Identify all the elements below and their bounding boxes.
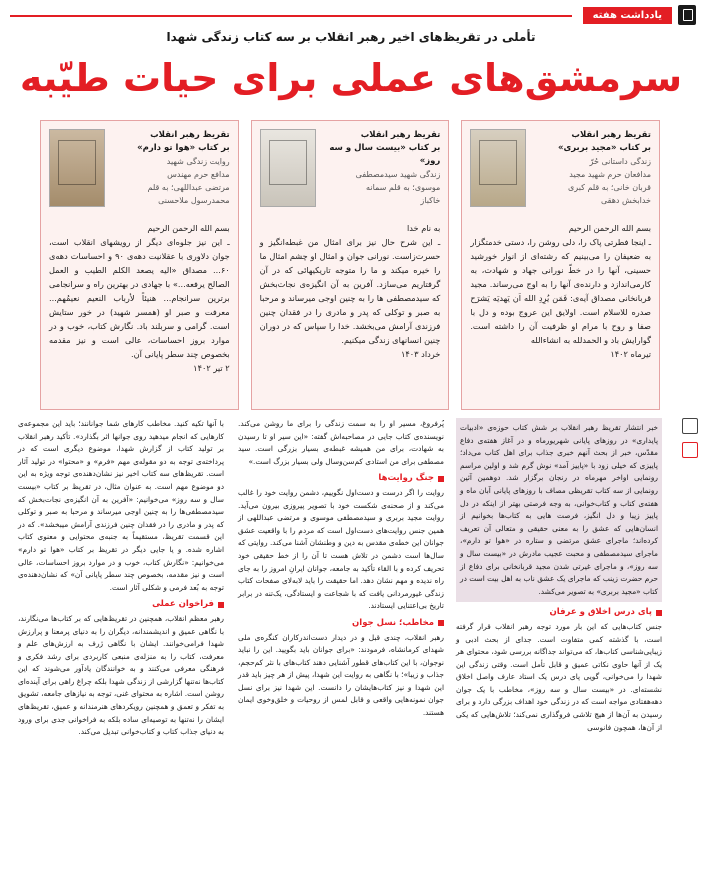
book-card-meta — [111, 129, 230, 215]
article-paragraph: جنس کتاب‌هایی که این بار مورد توجه رهبر انقلاب قرار گرفته است، با گذشته کمی متفاوت است. جدای از بحث ادبی و زیبایی‌شناسی کتاب‌ها، که می‌تواند جداگانه بررسی شود، محتوای هر یک از آنها حاوی نکاتی عمیق و قابل تأمل است. وقتی زندگی این شهدا را می‌خوانی، گویی پای درس یک استاد عارف واصل اخلاق نشسته‌ای. در «بیست سال و سه روز»، مخاطب با یک جوان دهه‌هفتادی مواجه است که در زندگی خود اهداف بزرگی دارد و برای رسیدن به آن‌ها از هیچ تلاشی فروگذاری نمی‌کند؛ تلاش‌هایی که یکی از آن‌ها، همچون فانوسی — [456, 621, 662, 732]
article-column-right — [456, 418, 662, 734]
subheading — [456, 606, 662, 619]
book-card-hava-to-daram — [40, 120, 239, 410]
card-meta-book: بر کتاب «مجید بربری» — [557, 143, 651, 153]
card-meta-line: خاکباز — [420, 196, 441, 205]
card-meta-line: زندگی داستانی حُرّ — [589, 157, 651, 166]
article-column-left — [18, 418, 224, 739]
bullet-icon — [218, 602, 224, 608]
subheading-text: مخاطب؛ نسل جوان — [352, 617, 434, 628]
card-meta-title: تقریظ رهبر انقلاب — [360, 130, 441, 140]
article-paragraph: رهبر معظم انقلاب، همچنین در تقریظ‌هایی که بر کتاب‌ها می‌نگارند، با نگاهی عمیق و اندیشمندانه، دیگران را به دنیای پرمعنا و پرارزش شهدا فرامی‌خوانند. ایشان با نگاهی ژرف به ارزش‌های علم و معرفت، کتاب را به منزله‌ی منبعی کاربردی برای رشد فکری و فرهنگی معرفی می‌کنند و به خوانندگان یادآور می‌شوند که این کتاب‌ها نه‌تنها گزارشی از زندگی شهدا بلکه چراغ راهی برای آینده‌ای روشن است. اشاره به محتوای غنی، توجه به نیازهای جامعه، تشویق به تفکر و تعمق و همچنین رویکردهای هنرمندانه و عمیق، تقریظ‌های ایشان را نه‌تنها به توصیه‌ای ساده بلکه به فراخوانی جدی برای ورود به دنیای جذاب کتاب و کتاب‌خوانی تبدیل می‌کند. — [18, 613, 224, 737]
article-body — [18, 418, 684, 878]
subheading-text: پای درس اخلاق و عرفان — [549, 607, 652, 618]
card-quote — [470, 221, 651, 361]
subheading-text: فراخوان عملی — [152, 599, 214, 610]
card-meta-book: بر کتاب «بیست سال و سه روز» — [329, 143, 441, 166]
book-card-meta — [532, 129, 651, 215]
card-quote-opening: به نام خدا — [406, 223, 441, 233]
intro-highlight-box — [456, 418, 662, 602]
book-card-majid — [461, 120, 660, 410]
book-card-bist-sal — [251, 120, 450, 410]
subheading — [238, 617, 444, 630]
article-paragraph: پُرفروغ، مسیر او را به سمت زندگی را برای ما روشن می‌کند. نویسنده‌ی کتاب جایی در مصاحبه‌اش گفته: «این سیر او تا رسیدن به شهادت، برای من همیشه غبطه‌ی بسیار بزرگی است. سید مصطفی برای من استادی کم‌سن‌وسال ولی بسیار بزرگ است.» — [238, 419, 444, 466]
book-card-meta — [322, 129, 441, 215]
bookmark-icon[interactable] — [678, 5, 696, 25]
article-paragraph: خبر انتشار تقریظ رهبر انقلاب بر شش کتاب حوزه‌ی «ادبیات پایداری» در روزهای پایانی شهریورماه و در آغاز هفته‌ی دفاع مقدّس، خبر از بحث آنهم خبری جذاب برای اهل کتاب می‌داد؛ پاییزی که خیلی زود با «پاییز آمد» نوش گرم شد و اولین مراسم رونمایی اواخر مهرماه در رنجان برگزار شد. دوهمین آئین رونمایی از سه کتاب تقریظی مصاف با روزهای پایانی آبان ماه و هفته‌ی کتاب و کتاب‌خوانی، به وجه فرصتی بهتر از اینکه در دل پاییز زیبا و دل انگیز، فرصت هایی به کتاب‌ها بخوانیم از انسان‌هایی که عشق را به معنی حقیقی و متعالی آن تعریف کرده‌اند؛ ماجرای عشق مرتضی و ستاره در «هوا تو دارم»، ماجرای سیدمصطفی و محبت عجیب مادرش در «بیست سال و سه روز»، و ماجرای غیرتی شدن مجید قربانخانی برای دفاع از حرم حضرت زینب که ماجرای یک عشق ناب به اهل بیت است در کتاب «مجید بربری» به تصویر می‌کشد. — [460, 423, 658, 596]
card-meta-line: زندگی شهید سیدمصطفی — [355, 170, 441, 179]
card-quote-body: ـ این شرح حال نیز برای امثال من غبطه‌انگیز و حسرت‌زاست. نورانی جوان و امثال او چشم امثال ما را خیره میکند و ما را متوجه تاریکیهائی که در آن گرفتاریم می‌سازد. آفرین به آن انگیزه‌ی نجات‌بخش که سیدمصطفی ها را به چنین اوجی میرساند و مرحبا به صبر و توکلی که پدر و مادری را در فقدان چنین فرزندی آرامش می‌بخشد. خدا را سپاس که در دوران چنین انسانهای زندگی میکنیم. — [259, 237, 441, 345]
subheading-text: جنگ روایت‌ها — [378, 473, 434, 484]
bullet-icon — [438, 476, 444, 482]
card-meta-book: بر کتاب «هوا تو دارم» — [137, 143, 230, 153]
card-meta-line: خدابخش دهقی — [601, 196, 651, 205]
page-title: سرمشق‌های عملی برای حیات طیّبه — [19, 56, 683, 100]
card-meta-line: مرتضی عبداللهی؛ به قلم — [147, 183, 230, 192]
print-icon[interactable] — [682, 418, 698, 434]
bullet-icon — [438, 620, 444, 626]
article-paragraph: روایت را اگر درست و دست‌اول نگوییم، دشمن روایت خود را غالب می‌کند و از صحنه‌ی شکست خود با تصویر پیروزی بیرون می‌آید. روایت مجید بربری و سیدمصطفی موسوی و مرتضی عبداللهی از همین جنس روایت‌های دست‌اول است که مردم را با واقعیت عشق جوانان این خطه‌ی مقدس به دین و وطنشان آشنا می‌کند. روایتی که سال‌ها است دشمن در تلاش هست تا آن را از خط حقیقی خود تحریف کرده و با القاء تأکید به جامعه، جوانان ایرانِ امروز را به جای راه ندیده و مهم نشان دهد. اما حقیقت را باید لابه‌لای صفحات کتاب زندگی غیورمردانی یافت که با شجاعت و ایستادگی، یک‌تنه در برابر تاریخ بی‌اعتنایی ایستادند. — [238, 487, 444, 611]
card-meta-title: تقریظ رهبر انقلاب — [571, 130, 651, 140]
card-meta-line: محمدرسول ملاحسنی — [158, 196, 230, 205]
subheading — [238, 472, 444, 485]
header-bar — [583, 4, 696, 26]
bullet-icon — [656, 610, 662, 616]
card-quote-opening: بسم الله الرحمن الرحیم — [568, 223, 651, 233]
header-rule — [10, 15, 572, 17]
card-meta-line: مدافعان حرم شهید مجید — [569, 170, 651, 179]
card-quote — [260, 221, 441, 361]
side-toolbar — [682, 418, 698, 458]
book-cards — [40, 120, 660, 410]
subheading — [18, 598, 224, 611]
article-paragraph: رهبر انقلاب، چندی قبل و در دیدار دست‌اندرکاران کنگره‌ی ملی شهدای کرمانشاه، فرمودند: «برای جوانان باید بگویید. این را نباید نوجوان، با این کتاب‌های قطور آشنایی دهند کتاب‌های با نثر کم‌حجم، جذاب و زیبا»؛ با نگاهی به روایت این شهدا، پیش از هر چیز باید قدر این شهدا و نیز کتاب‌هایشان را دانست. این شهدا نیز برای نسل جوان نمونه‌هایی واقعی و قابل لمس از روحیات و خلق‌وخوی ایمان هستند. — [238, 632, 444, 718]
card-meta-line: قربان خانی؛ به قلم کبری — [568, 183, 651, 192]
section-tag: یادداشت هفته — [583, 7, 672, 24]
card-quote-opening: بسم الله الرحمن الرحیم — [147, 223, 230, 233]
article-column-middle — [238, 418, 444, 720]
card-meta-title: تقریظ رهبر انقلاب — [150, 130, 230, 140]
card-meta-line: موسوی؛ به قلم سمانه — [366, 183, 441, 192]
card-quote-date: تیرماه ۱۴۰۲ — [610, 349, 651, 359]
book-cover-image — [49, 129, 105, 207]
card-quote-body: ـ این نیز جلوه‌ای دیگر از رویشهای انقلاب است، جوان دلاوری با عقلانیت دهه‌ی ۹۰ و احساسات دهه‌ی ۶۰... مصداق «الیه یصعد الکلم الطیب و العمل الصالح یرفعه...» با جهادی در بهترین راه و سرانجامی برترین سرانجام... هنیئاً لأرباب النعیم نعیمُهم... معرفت و صبر او (همسر شهید) در خور ستایش است. گرامی و سربلند باد. نگارش کتاب، خوب و در موارد بروز احساسات، عالی است و نیز مقدمه بخصوص چند سطر پایانی آن. — [48, 237, 230, 359]
card-quote-date: ۲ تیر ۱۴۰۲ — [193, 363, 230, 373]
document-icon[interactable] — [682, 442, 698, 458]
article-paragraph: با آنها تکیه کنید. مخاطب کارهای شما جوانانند؛ باید این مجموعه‌ی کارهایی که انجام میدهید روی جوانها اثر بگذارد». تأکید رهبر انقلاب بر تولید کتاب از گزارش شهدا، موضوع دیگری است که در پرداخته‌ی توجه به دو مقوله‌ی مهم «فرم» و «محتوا» در تولید آثار است. تقریظ‌های سه کتاب اخیر نیز نشان‌دهنده‌ی توجه ویژه به این دو موضوع مهم است. به عنوان مثال، در تقریظ بر کتاب «بیست سال و سه روز» می‌خوانیم: «آفرین به آن انگیزه‌ی نجات‌بخش که سیدمصطفی‌ها را به چنین اوجی میرساند و مرحبا به صبر و توکلی که پدر و مادری را در فقدان چنین فرزندی آرامش میبخشد». که در این قسمت تقریظ، مستقیماً به جنبه‌ی محتوایی و معنوی کتاب اشاره شده. و یا جایی دیگر در تقریظ بر کتاب «هوا تو دارم» می‌خوانیم: «نگارش کتاب، خوب و در موارد بروز احساسات، عالی است و نیز مقدمه، بخصوص چند سطر پایانی آن» که نشان‌دهنده‌ی توجه به بُعد فرمی و شکلی آثار است. — [18, 419, 224, 592]
card-meta-line: مدافع حرم مهندس — [167, 170, 230, 179]
card-quote — [49, 221, 230, 375]
card-meta-line: روایت زندگی شهید — [166, 157, 230, 166]
book-cover-image — [470, 129, 526, 207]
card-quote-date: خرداد ۱۴۰۳ — [400, 349, 441, 359]
kicker: تأملی در تقریظ‌های اخیر رهبر انقلاب بر سه کتاب زندگی شهدا — [166, 30, 536, 44]
card-quote-body: ـ اینجا فطرتی پاک را، دلی روشن را، دستی خدمتگزار به ضعیفان را می‌بینیم که رشته‌ای از انوار خورشید حسینی، آنها را در خطّ نورانی جهاد و شهادت، به کارمی‌اندازد و دارنده‌ی آنها را به اوج می‌رساند. مجید قربانخانی مصداق آیه‌ی: فَمَن یُرِدِ الله اَن یَهدیَه یَشرَح صدره للاسلام است. اولایق این عروج بوده و دل با صفا و روح با مرام او ظرفیت آن را داشته است. گوارایش باد و الحمدلله به انشاءالله — [470, 237, 651, 345]
book-cover-image — [260, 129, 316, 207]
